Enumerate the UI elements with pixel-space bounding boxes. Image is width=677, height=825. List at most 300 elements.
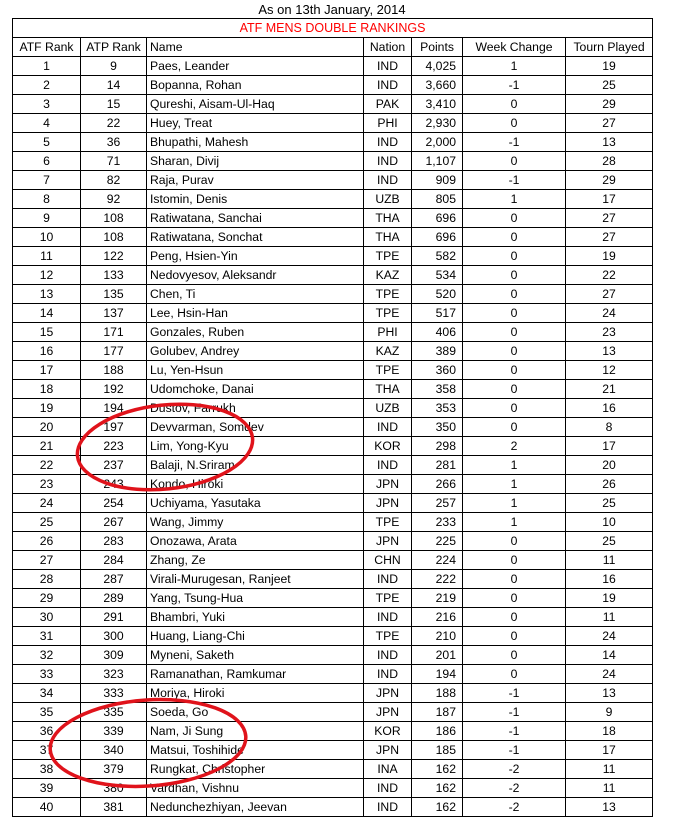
atf-rank-cell: 29: [13, 589, 81, 608]
tourn-played-cell: 24: [566, 304, 653, 323]
rankings-table: [12, 18, 653, 817]
player-name-cell: Onozawa, Arata: [147, 532, 364, 551]
atp-rank-cell: 309: [81, 646, 147, 665]
table-row: [13, 551, 653, 570]
week-change-cell: 0: [463, 665, 566, 684]
table-row: [13, 209, 653, 228]
points-cell: 909: [412, 171, 463, 190]
week-change-cell: 0: [463, 342, 566, 361]
week-change-cell: 1: [463, 190, 566, 209]
player-name-cell: Lee, Hsin-Han: [147, 304, 364, 323]
week-change-cell: 0: [463, 152, 566, 171]
player-name-cell: Golubev, Andrey: [147, 342, 364, 361]
week-change-cell: 1: [463, 57, 566, 76]
player-name-cell: Myneni, Saketh: [147, 646, 364, 665]
atf-rank-cell: 39: [13, 779, 81, 798]
atf-rank-cell: 33: [13, 665, 81, 684]
atf-rank-cell: 21: [13, 437, 81, 456]
points-cell: 187: [412, 703, 463, 722]
nation-cell: KAZ: [364, 342, 412, 361]
atp-rank-cell: 291: [81, 608, 147, 627]
atp-rank-cell: 108: [81, 228, 147, 247]
atp-rank-cell: 137: [81, 304, 147, 323]
table-row: [13, 380, 653, 399]
table-row: [13, 627, 653, 646]
nation-cell: THA: [364, 228, 412, 247]
points-cell: 805: [412, 190, 463, 209]
table-row: [13, 513, 653, 532]
week-change-cell: 0: [463, 399, 566, 418]
nation-cell: JPN: [364, 741, 412, 760]
player-name-cell: Yang, Tsung-Hua: [147, 589, 364, 608]
week-change-cell: 0: [463, 361, 566, 380]
points-cell: 219: [412, 589, 463, 608]
points-cell: 188: [412, 684, 463, 703]
table-row: [13, 247, 653, 266]
nation-cell: IND: [364, 608, 412, 627]
atf-rank-cell: 5: [13, 133, 81, 152]
atp-rank-cell: 9: [81, 57, 147, 76]
table-row: [13, 456, 653, 475]
points-cell: 389: [412, 342, 463, 361]
tourn-played-cell: 12: [566, 361, 653, 380]
tourn-played-cell: 29: [566, 95, 653, 114]
nation-cell: TPE: [364, 513, 412, 532]
tourn-played-cell: 27: [566, 114, 653, 133]
tourn-played-cell: 13: [566, 798, 653, 817]
tourn-played-cell: 11: [566, 608, 653, 627]
nation-cell: IND: [364, 57, 412, 76]
table-row: [13, 570, 653, 589]
tourn-played-cell: 19: [566, 589, 653, 608]
atf-rank-cell: 14: [13, 304, 81, 323]
nation-cell: JPN: [364, 494, 412, 513]
table-row: [13, 532, 653, 551]
tourn-played-cell: 23: [566, 323, 653, 342]
atf-rank-cell: 16: [13, 342, 81, 361]
header-points: Points: [412, 38, 463, 57]
atp-rank-cell: 284: [81, 551, 147, 570]
player-name-cell: Dustov, Farrukh: [147, 399, 364, 418]
atf-rank-cell: 4: [13, 114, 81, 133]
player-name-cell: Peng, Hsien-Yin: [147, 247, 364, 266]
atp-rank-cell: 92: [81, 190, 147, 209]
tourn-played-cell: 16: [566, 570, 653, 589]
nation-cell: JPN: [364, 532, 412, 551]
tourn-played-cell: 10: [566, 513, 653, 532]
table-row: [13, 399, 653, 418]
atp-rank-cell: 335: [81, 703, 147, 722]
atf-rank-cell: 32: [13, 646, 81, 665]
table-row: [13, 361, 653, 380]
table-row: [13, 228, 653, 247]
table-row: [13, 95, 653, 114]
points-cell: 210: [412, 627, 463, 646]
tourn-played-cell: 17: [566, 190, 653, 209]
atf-rank-cell: 11: [13, 247, 81, 266]
table-row: [13, 494, 653, 513]
atp-rank-cell: 133: [81, 266, 147, 285]
nation-cell: TPE: [364, 361, 412, 380]
header-atp-rank: ATP Rank: [81, 38, 147, 57]
week-change-cell: -2: [463, 760, 566, 779]
nation-cell: PAK: [364, 95, 412, 114]
nation-cell: TPE: [364, 247, 412, 266]
nation-cell: THA: [364, 380, 412, 399]
tourn-played-cell: 18: [566, 722, 653, 741]
atf-rank-cell: 22: [13, 456, 81, 475]
tourn-played-cell: 16: [566, 399, 653, 418]
player-name-cell: Raja, Purav: [147, 171, 364, 190]
nation-cell: JPN: [364, 703, 412, 722]
atp-rank-cell: 82: [81, 171, 147, 190]
atf-rank-cell: 23: [13, 475, 81, 494]
player-name-cell: Huang, Liang-Chi: [147, 627, 364, 646]
table-row: [13, 304, 653, 323]
week-change-cell: 0: [463, 304, 566, 323]
atf-rank-cell: 25: [13, 513, 81, 532]
table-row: [13, 152, 653, 171]
atf-rank-cell: 36: [13, 722, 81, 741]
atf-rank-cell: 1: [13, 57, 81, 76]
points-cell: 216: [412, 608, 463, 627]
tourn-played-cell: 11: [566, 551, 653, 570]
week-change-cell: 0: [463, 646, 566, 665]
nation-cell: CHN: [364, 551, 412, 570]
rankings-document: [12, 2, 652, 817]
atf-rank-cell: 9: [13, 209, 81, 228]
nation-cell: PHI: [364, 323, 412, 342]
points-cell: 582: [412, 247, 463, 266]
atp-rank-cell: 192: [81, 380, 147, 399]
tourn-played-cell: 25: [566, 76, 653, 95]
week-change-cell: -1: [463, 722, 566, 741]
table-row: [13, 57, 653, 76]
atp-rank-cell: 254: [81, 494, 147, 513]
header-week-change: Week Change: [463, 38, 566, 57]
points-cell: 162: [412, 760, 463, 779]
table-row: [13, 171, 653, 190]
tourn-played-cell: 22: [566, 266, 653, 285]
header-tourn-played: Tourn Played: [566, 38, 653, 57]
player-name-cell: Matsui, Toshihide: [147, 741, 364, 760]
table-row: [13, 285, 653, 304]
tourn-played-cell: 24: [566, 627, 653, 646]
tourn-played-cell: 13: [566, 133, 653, 152]
atp-rank-cell: 22: [81, 114, 147, 133]
points-cell: 2,930: [412, 114, 463, 133]
tourn-played-cell: 28: [566, 152, 653, 171]
nation-cell: IND: [364, 152, 412, 171]
tourn-played-cell: 11: [566, 760, 653, 779]
table-row: [13, 114, 653, 133]
points-cell: 1,107: [412, 152, 463, 171]
nation-cell: KOR: [364, 722, 412, 741]
atp-rank-cell: 339: [81, 722, 147, 741]
table-row: [13, 266, 653, 285]
points-cell: 194: [412, 665, 463, 684]
atp-rank-cell: 36: [81, 133, 147, 152]
player-name-cell: Kondo, Hiroki: [147, 475, 364, 494]
week-change-cell: 2: [463, 437, 566, 456]
player-name-cell: Balaji, N.Sriram: [147, 456, 364, 475]
week-change-cell: 0: [463, 551, 566, 570]
atf-rank-cell: 2: [13, 76, 81, 95]
week-change-cell: 1: [463, 475, 566, 494]
atf-rank-cell: 18: [13, 380, 81, 399]
points-cell: 281: [412, 456, 463, 475]
points-cell: 185: [412, 741, 463, 760]
table-row: [13, 323, 653, 342]
atp-rank-cell: 171: [81, 323, 147, 342]
table-row: [13, 760, 653, 779]
tourn-played-cell: 21: [566, 380, 653, 399]
table-row: [13, 437, 653, 456]
player-name-cell: Bhupathi, Mahesh: [147, 133, 364, 152]
week-change-cell: 0: [463, 570, 566, 589]
atp-rank-cell: 333: [81, 684, 147, 703]
week-change-cell: -2: [463, 798, 566, 817]
nation-cell: TPE: [364, 627, 412, 646]
atf-rank-cell: 20: [13, 418, 81, 437]
tourn-played-cell: 9: [566, 703, 653, 722]
points-cell: 201: [412, 646, 463, 665]
player-name-cell: Rungkat, Christopher: [147, 760, 364, 779]
week-change-cell: 1: [463, 513, 566, 532]
tourn-played-cell: 25: [566, 532, 653, 551]
player-name-cell: Lu, Yen-Hsun: [147, 361, 364, 380]
points-cell: 534: [412, 266, 463, 285]
points-cell: 517: [412, 304, 463, 323]
atf-rank-cell: 19: [13, 399, 81, 418]
atf-rank-cell: 6: [13, 152, 81, 171]
points-cell: 3,410: [412, 95, 463, 114]
atf-rank-cell: 17: [13, 361, 81, 380]
atp-rank-cell: 300: [81, 627, 147, 646]
nation-cell: TPE: [364, 285, 412, 304]
atp-rank-cell: 14: [81, 76, 147, 95]
table-row: [13, 475, 653, 494]
nation-cell: JPN: [364, 684, 412, 703]
tourn-played-cell: 25: [566, 494, 653, 513]
week-change-cell: 1: [463, 494, 566, 513]
table-row: [13, 342, 653, 361]
tourn-played-cell: 11: [566, 779, 653, 798]
nation-cell: IND: [364, 171, 412, 190]
tourn-played-cell: 29: [566, 171, 653, 190]
week-change-cell: -2: [463, 779, 566, 798]
tourn-played-cell: 26: [566, 475, 653, 494]
table-row: [13, 798, 653, 817]
tourn-played-cell: 17: [566, 741, 653, 760]
tourn-played-cell: 27: [566, 228, 653, 247]
atp-rank-cell: 197: [81, 418, 147, 437]
player-name-cell: Ramanathan, Ramkumar: [147, 665, 364, 684]
player-name-cell: Qureshi, Aisam-Ul-Haq: [147, 95, 364, 114]
nation-cell: TPE: [364, 304, 412, 323]
points-cell: 358: [412, 380, 463, 399]
atp-rank-cell: 379: [81, 760, 147, 779]
table-row: [13, 741, 653, 760]
week-change-cell: 1: [463, 456, 566, 475]
week-change-cell: 0: [463, 114, 566, 133]
player-name-cell: Bopanna, Rohan: [147, 76, 364, 95]
atp-rank-cell: 243: [81, 475, 147, 494]
points-cell: 266: [412, 475, 463, 494]
week-change-cell: 0: [463, 323, 566, 342]
atf-rank-cell: 40: [13, 798, 81, 817]
week-change-cell: 0: [463, 247, 566, 266]
tourn-played-cell: 13: [566, 684, 653, 703]
week-change-cell: 0: [463, 95, 566, 114]
tourn-played-cell: 19: [566, 57, 653, 76]
atf-rank-cell: 34: [13, 684, 81, 703]
week-change-cell: 0: [463, 532, 566, 551]
week-change-cell: 0: [463, 418, 566, 437]
tourn-played-cell: 19: [566, 247, 653, 266]
header-atf-rank: ATF Rank: [13, 38, 81, 57]
atf-rank-cell: 38: [13, 760, 81, 779]
player-name-cell: Wang, Jimmy: [147, 513, 364, 532]
nation-cell: TPE: [364, 589, 412, 608]
player-name-cell: Vardhan, Vishnu: [147, 779, 364, 798]
points-cell: 225: [412, 532, 463, 551]
player-name-cell: Udomchoke, Danai: [147, 380, 364, 399]
points-cell: 360: [412, 361, 463, 380]
atp-rank-cell: 71: [81, 152, 147, 171]
week-change-cell: -1: [463, 684, 566, 703]
player-name-cell: Huey, Treat: [147, 114, 364, 133]
points-cell: 350: [412, 418, 463, 437]
atf-rank-cell: 15: [13, 323, 81, 342]
tourn-played-cell: 13: [566, 342, 653, 361]
tourn-played-cell: 14: [566, 646, 653, 665]
nation-cell: IND: [364, 779, 412, 798]
atf-rank-cell: 10: [13, 228, 81, 247]
table-row: [13, 684, 653, 703]
atp-rank-cell: 122: [81, 247, 147, 266]
week-change-cell: 0: [463, 627, 566, 646]
table-row: [13, 646, 653, 665]
atp-rank-cell: 177: [81, 342, 147, 361]
points-cell: 257: [412, 494, 463, 513]
tourn-played-cell: 8: [566, 418, 653, 437]
week-change-cell: 0: [463, 228, 566, 247]
points-cell: 162: [412, 779, 463, 798]
points-cell: 162: [412, 798, 463, 817]
nation-cell: IND: [364, 798, 412, 817]
player-name-cell: Lim, Yong-Kyu: [147, 437, 364, 456]
player-name-cell: Chen, Ti: [147, 285, 364, 304]
points-cell: 520: [412, 285, 463, 304]
atp-rank-cell: 267: [81, 513, 147, 532]
table-row: [13, 190, 653, 209]
atf-rank-cell: 35: [13, 703, 81, 722]
points-cell: 406: [412, 323, 463, 342]
player-name-cell: Zhang, Ze: [147, 551, 364, 570]
atf-rank-cell: 8: [13, 190, 81, 209]
points-cell: 298: [412, 437, 463, 456]
table-row: [13, 722, 653, 741]
atf-rank-cell: 3: [13, 95, 81, 114]
week-change-cell: -1: [463, 171, 566, 190]
header-nation: Nation: [364, 38, 412, 57]
table-row: [13, 665, 653, 684]
tourn-played-cell: 27: [566, 285, 653, 304]
nation-cell: UZB: [364, 190, 412, 209]
points-cell: 696: [412, 228, 463, 247]
week-change-cell: -1: [463, 76, 566, 95]
player-name-cell: Ratiwatana, Sonchat: [147, 228, 364, 247]
atp-rank-cell: 108: [81, 209, 147, 228]
atf-rank-cell: 13: [13, 285, 81, 304]
player-name-cell: Nedovyesov, Aleksandr: [147, 266, 364, 285]
nation-cell: THA: [364, 209, 412, 228]
player-name-cell: Sharan, Divij: [147, 152, 364, 171]
nation-cell: IND: [364, 456, 412, 475]
week-change-cell: 0: [463, 266, 566, 285]
atf-rank-cell: 27: [13, 551, 81, 570]
atp-rank-cell: 223: [81, 437, 147, 456]
atp-rank-cell: 188: [81, 361, 147, 380]
week-change-cell: 0: [463, 608, 566, 627]
atp-rank-cell: 237: [81, 456, 147, 475]
points-cell: 233: [412, 513, 463, 532]
table-row: [13, 418, 653, 437]
nation-cell: IND: [364, 133, 412, 152]
table-row: [13, 589, 653, 608]
nation-cell: KAZ: [364, 266, 412, 285]
atp-rank-cell: 381: [81, 798, 147, 817]
player-name-cell: Moriya, Hiroki: [147, 684, 364, 703]
week-change-cell: 0: [463, 209, 566, 228]
nation-cell: INA: [364, 760, 412, 779]
atf-rank-cell: 37: [13, 741, 81, 760]
table-title: ATF MENS DOUBLE RANKINGS: [13, 19, 653, 38]
player-name-cell: Nedunchezhiyan, Jeevan: [147, 798, 364, 817]
atp-rank-cell: 289: [81, 589, 147, 608]
table-row: [13, 703, 653, 722]
atf-rank-cell: 28: [13, 570, 81, 589]
table-row: [13, 608, 653, 627]
tourn-played-cell: 20: [566, 456, 653, 475]
tourn-played-cell: 17: [566, 437, 653, 456]
table-row: [13, 133, 653, 152]
tourn-played-cell: 24: [566, 665, 653, 684]
atp-rank-cell: 340: [81, 741, 147, 760]
atf-rank-cell: 26: [13, 532, 81, 551]
atp-rank-cell: 15: [81, 95, 147, 114]
player-name-cell: Virali-Murugesan, Ranjeet: [147, 570, 364, 589]
tourn-played-cell: 27: [566, 209, 653, 228]
table-title-row: [13, 19, 653, 38]
header-name: Name: [147, 38, 364, 57]
points-cell: 696: [412, 209, 463, 228]
week-change-cell: 0: [463, 285, 566, 304]
table-row: [13, 779, 653, 798]
atp-rank-cell: 323: [81, 665, 147, 684]
player-name-cell: Bhambri, Yuki: [147, 608, 364, 627]
atp-rank-cell: 380: [81, 779, 147, 798]
player-name-cell: Nam, Ji Sung: [147, 722, 364, 741]
points-cell: 4,025: [412, 57, 463, 76]
atp-rank-cell: 283: [81, 532, 147, 551]
player-name-cell: Istomin, Denis: [147, 190, 364, 209]
points-cell: 3,660: [412, 76, 463, 95]
table-row: [13, 76, 653, 95]
atp-rank-cell: 135: [81, 285, 147, 304]
atf-rank-cell: 7: [13, 171, 81, 190]
